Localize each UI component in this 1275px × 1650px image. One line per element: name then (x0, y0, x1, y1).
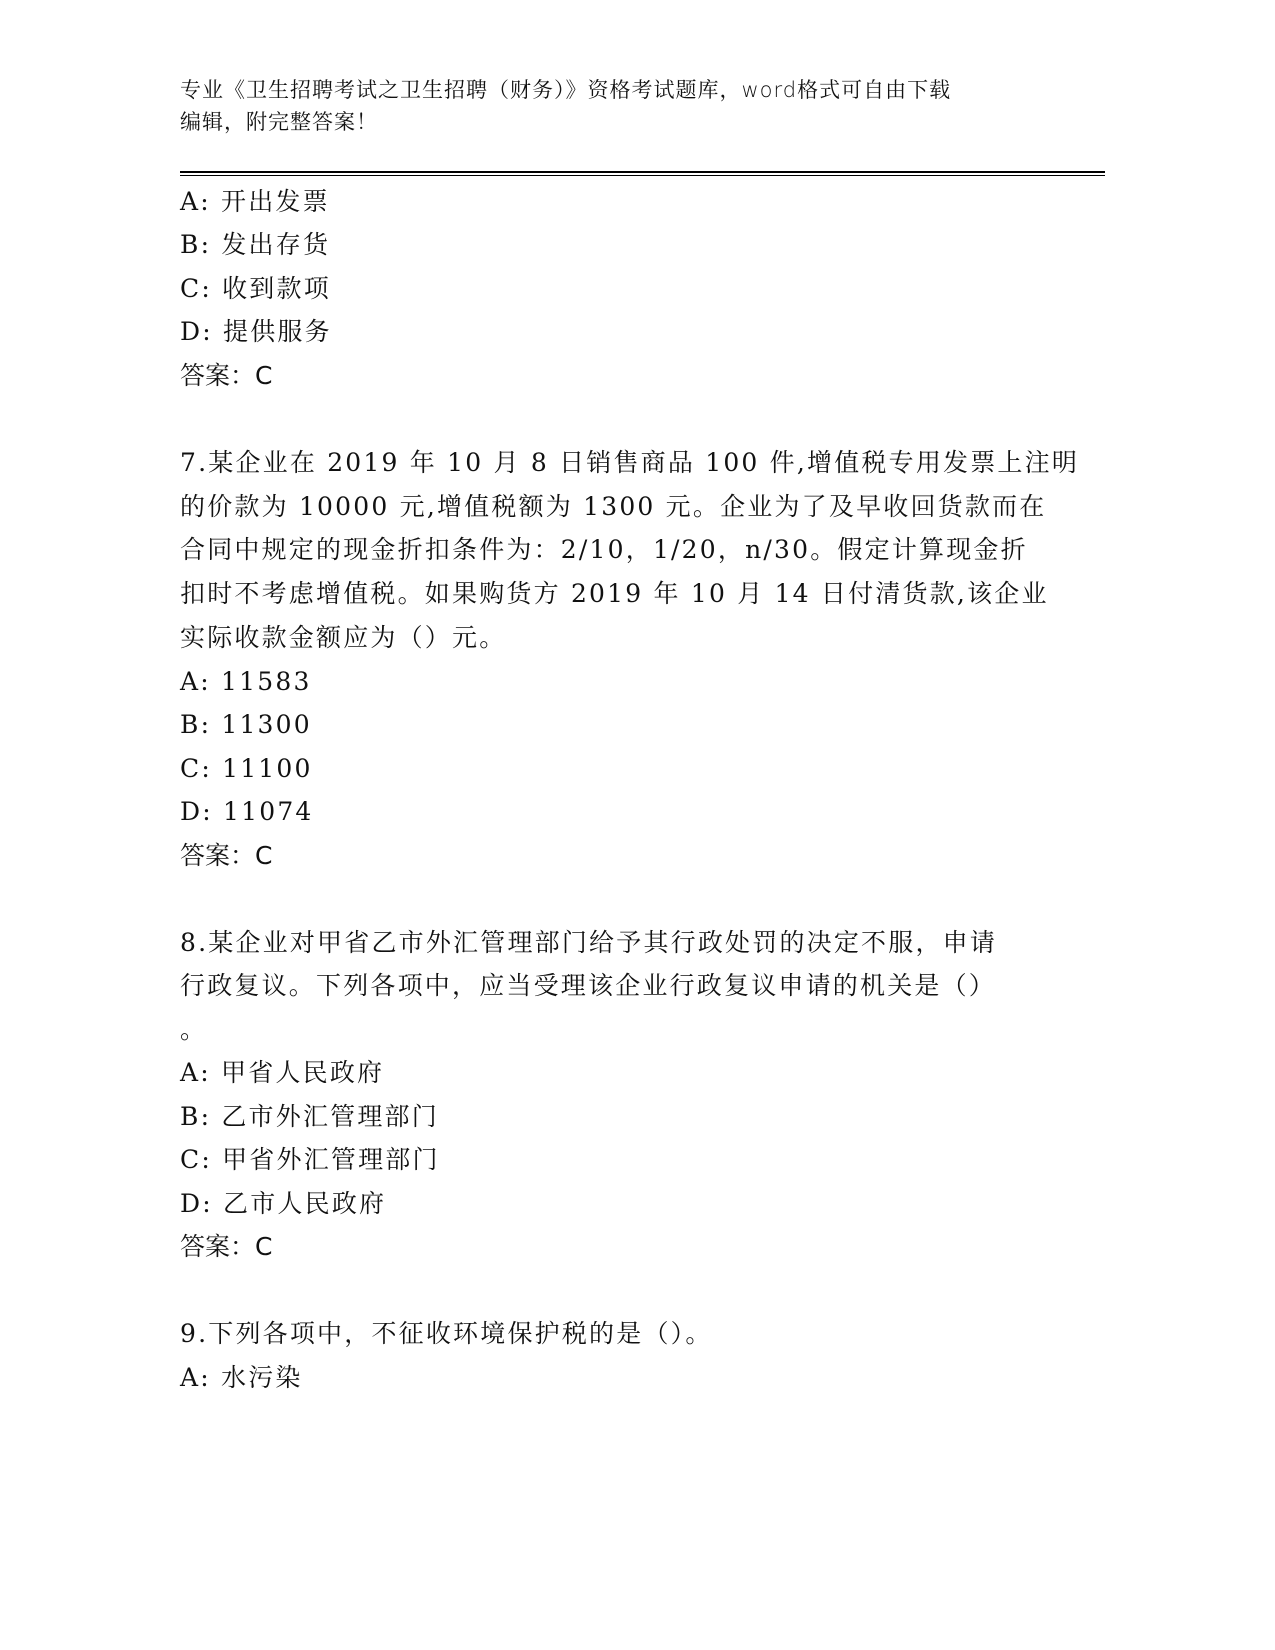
question-text: 扣时不考虑增值税。如果购货方 2019 年 10 月 14 日付清货款,该企业 (180, 579, 1049, 608)
question-text: 行政复议。下列各项中，应当受理该企业行政复议申请的机关是（） (180, 971, 997, 1000)
option-a: A: 甲省人民政府 (180, 1058, 385, 1087)
option-c: C: 甲省外汇管理部门 (180, 1145, 440, 1174)
answer: 答案：C (180, 841, 273, 870)
question-text: 合同中规定的现金折扣条件为：2/10，1/20，n/30。假定计算现金折 (180, 535, 1028, 564)
option-b: B: 乙市外汇管理部门 (180, 1102, 439, 1131)
question-text: 实际收款金额应为（）元。 (180, 623, 507, 652)
option-d: D: 11074 (180, 797, 314, 826)
option-b: B: 发出存货 (180, 230, 331, 259)
option-c: C: 11100 (180, 754, 313, 783)
answer: 答案：C (180, 361, 273, 390)
question-text: 的价款为 10000 元,增值税额为 1300 元。企业为了及早收回货款而在 (180, 492, 1047, 521)
header-line: 专业《卫生招聘考试之卫生招聘（财务）》资格考试题库，word格式可自由下载 (180, 78, 952, 102)
option-b: B: 11300 (180, 710, 312, 739)
question-text: 7.某企业在 2019 年 10 月 8 日销售商品 100 件,增值税专用发票上注明 (180, 448, 1080, 477)
option-d: D: 乙市人民政府 (180, 1189, 387, 1218)
question-text: 9.下列各项中，不征收环境保护税的是（）。 (180, 1319, 713, 1348)
question-text: 8.某企业对甲省乙市外汇管理部门给予其行政处罚的决定不服，申请 (180, 928, 998, 957)
header-line: 编辑，附完整答案！ (180, 110, 378, 134)
option-a: A: 开出发票 (180, 187, 330, 216)
answer: 答案：C (180, 1232, 273, 1261)
option-a: A: 11583 (180, 667, 312, 696)
option-c: C: 收到款项 (180, 274, 331, 303)
header-divider (180, 171, 1105, 173)
header-divider-thin (180, 175, 1105, 176)
question-text: 。 (180, 1015, 208, 1044)
option-d: D: 提供服务 (180, 317, 332, 346)
option-a: A: 水污染 (180, 1363, 303, 1392)
